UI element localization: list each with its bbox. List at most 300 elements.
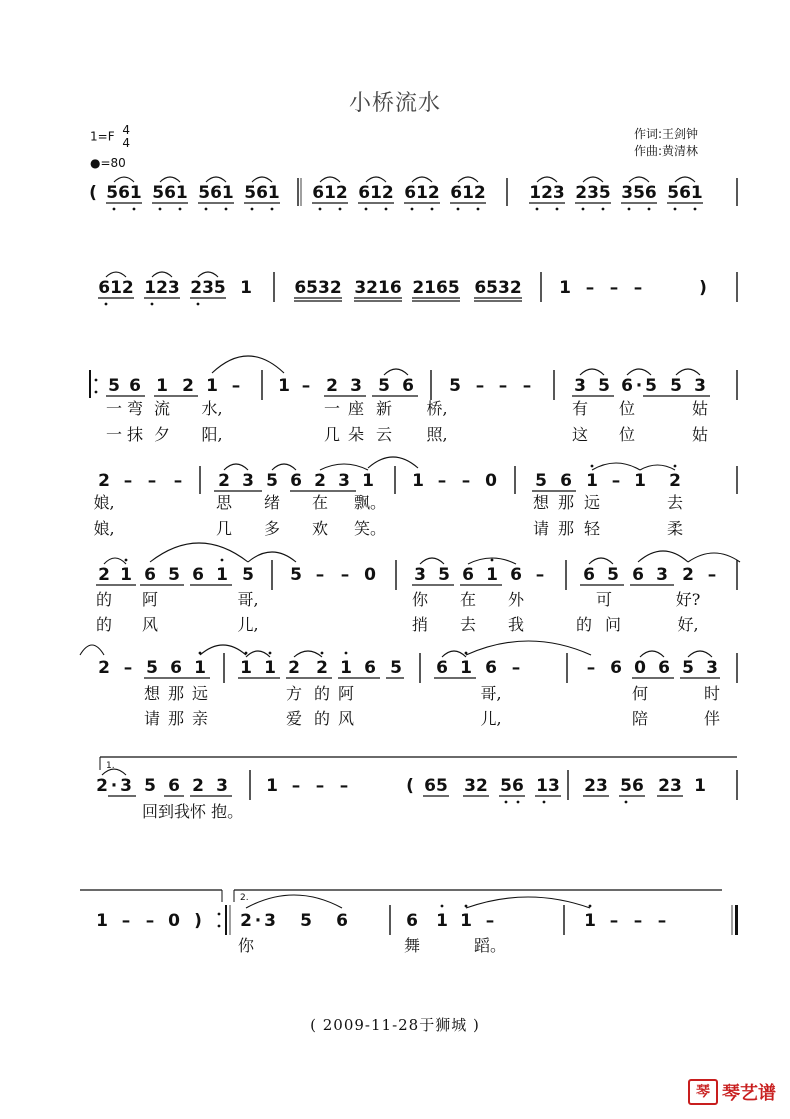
slur bbox=[104, 558, 126, 564]
intro2-note-group: 6532 bbox=[474, 278, 522, 298]
octave-dot bbox=[465, 652, 468, 655]
slur bbox=[366, 177, 386, 182]
slur bbox=[294, 651, 322, 657]
slur bbox=[458, 177, 478, 182]
sys5-bracket-note: 56 bbox=[500, 776, 524, 796]
octave-dot bbox=[105, 303, 108, 306]
octave-dot bbox=[477, 208, 480, 211]
quarter-note-icon: ● bbox=[90, 156, 101, 170]
sys2-v2-lyric: 多 bbox=[263, 519, 281, 538]
sys5-note: 1 bbox=[266, 776, 278, 796]
slur bbox=[627, 369, 651, 375]
sys6-lyric-lyric: 舞 bbox=[403, 936, 421, 955]
slur bbox=[368, 457, 418, 468]
intro-note-group: 356 bbox=[621, 183, 657, 203]
sys2-v2-lyric: 那 bbox=[557, 519, 575, 538]
sys1-v2-lyric: 阳, bbox=[201, 425, 223, 444]
octave-dot bbox=[517, 801, 520, 804]
sys6-note: 3 bbox=[264, 911, 276, 931]
sys1-note: – bbox=[475, 376, 485, 396]
sys2-v2-lyric: 柔 bbox=[666, 519, 684, 538]
octave-dot bbox=[321, 652, 324, 655]
sys4-note: 6 bbox=[170, 658, 182, 678]
sys2-note: – bbox=[611, 471, 621, 491]
octave-dot bbox=[491, 559, 494, 562]
sys3-note: 3 bbox=[656, 565, 668, 585]
octave-dot bbox=[602, 208, 605, 211]
sys3-v1-lyric: 可 bbox=[595, 590, 613, 609]
sys4-v2-lyric: 的 bbox=[313, 709, 331, 728]
octave-dot bbox=[179, 208, 182, 211]
sys6-note: – bbox=[657, 911, 667, 931]
sys4-v2-lyric: 风 bbox=[337, 709, 355, 728]
sys4-v1-lyric: 时 bbox=[703, 684, 721, 703]
slur bbox=[114, 177, 134, 182]
sys5-bracket-note: 65 bbox=[424, 776, 448, 796]
slur bbox=[676, 369, 700, 375]
slur bbox=[592, 463, 640, 470]
intro-note-group: 561 bbox=[244, 183, 280, 203]
sys3-note: 5 bbox=[607, 565, 619, 585]
intro-note-group: 612 bbox=[404, 183, 440, 203]
sys3-note: 6 bbox=[144, 565, 156, 585]
sys2-v2-lyric: 娘, bbox=[93, 519, 115, 538]
sys6-note: 6 bbox=[406, 911, 418, 931]
sys3-v2-lyric: 的 bbox=[95, 615, 113, 634]
sys2-note: 3 bbox=[338, 471, 350, 491]
logo-mark-icon: 琴 bbox=[688, 1079, 718, 1105]
sys4-v1-lyric: 方 bbox=[285, 684, 303, 703]
octave-dot bbox=[582, 208, 585, 211]
slur bbox=[412, 177, 432, 182]
slur bbox=[224, 464, 248, 470]
slur bbox=[246, 651, 270, 657]
sys4-v2-lyric: 爱 bbox=[285, 709, 303, 728]
sys4-note: 2 bbox=[316, 658, 328, 678]
octave-dot bbox=[113, 208, 116, 211]
sys3-note: 6 bbox=[632, 565, 644, 585]
sys3-v1-lyric: 好? bbox=[675, 590, 701, 609]
sys6-note: 1 bbox=[96, 911, 108, 931]
slur bbox=[272, 464, 296, 470]
sys1-v2-lyric: 一 bbox=[105, 425, 123, 444]
sys1-note: 5 bbox=[670, 376, 682, 396]
sys6-note: – bbox=[633, 911, 643, 931]
slur bbox=[200, 645, 246, 655]
repeat-end-bar bbox=[225, 905, 227, 935]
slur bbox=[589, 558, 613, 564]
sys1-v2-lyric: 抹 bbox=[126, 425, 144, 444]
sys3-note: 1 bbox=[486, 565, 498, 585]
octave-dot bbox=[218, 913, 221, 916]
intro-note-group: 561 bbox=[152, 183, 188, 203]
octave-dot bbox=[365, 208, 368, 211]
sys2-v1-lyric: 那 bbox=[557, 493, 575, 512]
sys2-v2-lyric: 笑。 bbox=[353, 519, 387, 538]
sys6-note: 6 bbox=[336, 911, 348, 931]
sys6-note: 2 bbox=[240, 911, 252, 931]
sys1-note: 5 bbox=[449, 376, 461, 396]
sys6-note: – bbox=[609, 911, 619, 931]
sys2-v2-lyric: 请 bbox=[532, 519, 550, 538]
sys1-note: 1 bbox=[156, 376, 168, 396]
sys3-note: 5 bbox=[242, 565, 254, 585]
sys5-note: – bbox=[339, 776, 349, 796]
sys1-note: 2 bbox=[326, 376, 338, 396]
sys3-note: 0 bbox=[364, 565, 376, 585]
sys1-v1-lyric: 座 bbox=[347, 399, 365, 418]
sys5-bracket-note: 1 bbox=[694, 776, 706, 796]
sys3-v1-lyric: 在 bbox=[459, 590, 477, 609]
sys2-v1-lyric: 绪 bbox=[263, 493, 281, 512]
sys4-note: – bbox=[511, 658, 521, 678]
sys3-v1-lyric: 你 bbox=[411, 590, 429, 609]
octave-dot bbox=[319, 208, 322, 211]
sys5-bracket-note: 23 bbox=[658, 776, 682, 796]
octave-dot bbox=[95, 379, 98, 382]
song-title: 小桥流水 bbox=[348, 91, 441, 116]
sys4-v1-lyric: 哥, bbox=[480, 684, 502, 703]
sys2-v1-lyric: 去 bbox=[666, 493, 684, 512]
sys6-note: – bbox=[145, 911, 155, 931]
sys3-note: – bbox=[707, 565, 717, 585]
sys2-v1-lyric: 娘, bbox=[93, 493, 115, 512]
sys3-note: – bbox=[535, 565, 545, 585]
octave-dot bbox=[269, 652, 272, 655]
sys4-note: 3 bbox=[706, 658, 718, 678]
intro2-note: – bbox=[609, 278, 619, 298]
sys1-note: 6 bbox=[402, 376, 414, 396]
key-label: 1=F bbox=[90, 129, 115, 144]
sys4-note: 5 bbox=[390, 658, 402, 678]
octave-dot bbox=[628, 208, 631, 211]
intro-paren: ( bbox=[89, 183, 97, 203]
octave-dot bbox=[543, 801, 546, 804]
sys2-note: 5 bbox=[535, 471, 547, 491]
composer: 作曲:黄清林 bbox=[634, 144, 699, 158]
sys1-v2-lyric: 云 bbox=[375, 425, 393, 444]
sys1-v1-lyric: 一 bbox=[105, 399, 123, 418]
sys2-note: 1 bbox=[412, 471, 424, 491]
sys4-v2-lyric: 陪 bbox=[631, 709, 649, 728]
octave-dot bbox=[125, 559, 128, 562]
octave-dot bbox=[245, 652, 248, 655]
slur bbox=[629, 177, 649, 182]
octave-dot bbox=[197, 303, 200, 306]
sys4-v2-lyric: 请 bbox=[143, 709, 161, 728]
sys3-note: 1 bbox=[216, 565, 228, 585]
sys1-v1-lyric: 新 bbox=[375, 399, 393, 418]
sys4-v1-lyric: 阿 bbox=[337, 684, 355, 703]
sys2-note: 0 bbox=[485, 471, 497, 491]
intro2-note-group: 235 bbox=[190, 278, 226, 298]
octave-dot bbox=[556, 208, 559, 211]
sys2-note: – bbox=[147, 471, 157, 491]
sys4-note: 1 bbox=[264, 658, 276, 678]
sys3-note: 5 bbox=[438, 565, 450, 585]
octave-dot bbox=[674, 208, 677, 211]
sys2-note: 2 bbox=[98, 471, 110, 491]
octave-dot bbox=[465, 905, 468, 908]
sys3-v1-lyric: 阿 bbox=[141, 590, 159, 609]
sys6-note: 1 bbox=[584, 911, 596, 931]
sys4-v1-lyric: 想 bbox=[143, 684, 161, 703]
sys3-note: 5 bbox=[168, 565, 180, 585]
slur bbox=[640, 465, 675, 470]
sys2-note: 1 bbox=[586, 471, 598, 491]
sys4-note: 0 bbox=[634, 658, 646, 678]
sys5-bracket-note: 32 bbox=[464, 776, 488, 796]
intro2-note-group: 1 bbox=[240, 278, 252, 298]
repeat-start-bar bbox=[89, 370, 91, 398]
sys2-v2-lyric: 几 bbox=[215, 519, 233, 538]
octave-dot bbox=[591, 465, 594, 468]
sys3-note: 1 bbox=[120, 565, 132, 585]
sys4-note: 6 bbox=[610, 658, 622, 678]
close-paren: ) bbox=[194, 911, 202, 931]
sys3-note: 6 bbox=[462, 565, 474, 585]
sys1-note: – bbox=[231, 376, 241, 396]
octave-dot bbox=[151, 303, 154, 306]
slur bbox=[583, 177, 603, 182]
sys2-note: 5 bbox=[266, 471, 278, 491]
sys1-v1-lyric: 姑 bbox=[691, 399, 709, 418]
sys1-note: – bbox=[498, 376, 508, 396]
sys1-note: 5 bbox=[598, 376, 610, 396]
slur bbox=[198, 272, 218, 277]
sys1-v1-lyric: 有 bbox=[571, 399, 589, 418]
octave-dot bbox=[271, 208, 274, 211]
sys3-v2-lyric: 捎 bbox=[411, 615, 429, 634]
octave-dot bbox=[251, 208, 254, 211]
sys2-v1-lyric: 远 bbox=[583, 493, 601, 512]
sys2-v1-lyric: 思 bbox=[215, 493, 233, 512]
intro-paren: ) bbox=[699, 278, 707, 298]
octave-dot bbox=[339, 208, 342, 211]
sys1-note: 3 bbox=[694, 376, 706, 396]
sys5-bracket-note: 56 bbox=[620, 776, 644, 796]
sys1-v2-lyric: 位 bbox=[618, 425, 636, 444]
sys4-v1-lyric: 远 bbox=[191, 684, 209, 703]
octave-dot bbox=[218, 925, 221, 928]
slur bbox=[675, 177, 695, 182]
final-barline bbox=[735, 905, 738, 935]
sys1-v2-lyric: 几 bbox=[323, 425, 341, 444]
time-bottom: 4 bbox=[122, 136, 131, 150]
intro2-note-group: 3216 bbox=[354, 278, 402, 298]
sys2-note: – bbox=[123, 471, 133, 491]
slur bbox=[640, 651, 664, 657]
intro-note-group: 561 bbox=[667, 183, 703, 203]
sys1-v2-lyric: 夕 bbox=[153, 425, 171, 444]
sys4-note: 6 bbox=[436, 658, 448, 678]
sys3-note: 5 bbox=[290, 565, 302, 585]
octave-dot bbox=[199, 652, 202, 655]
octave-dot bbox=[345, 652, 348, 655]
sys4-v2-lyric: 亲 bbox=[191, 709, 209, 728]
intro2-note-group: 612 bbox=[98, 278, 134, 298]
slur bbox=[80, 645, 104, 655]
slur bbox=[638, 551, 688, 562]
sys1-v2-lyric: 姑 bbox=[691, 425, 709, 444]
sys3-note: 6 bbox=[510, 565, 522, 585]
sys3-v2-lyric: 问 bbox=[604, 615, 622, 634]
sys5-note: 3 bbox=[120, 776, 132, 796]
sys5-note: 2 bbox=[96, 776, 108, 796]
tempo-value: =80 bbox=[100, 156, 126, 170]
octave-dot bbox=[221, 559, 224, 562]
slur bbox=[150, 543, 248, 562]
sys4-note: 1 bbox=[460, 658, 472, 678]
sys4-v1-lyric: 的 bbox=[313, 684, 331, 703]
sys1-note: · bbox=[635, 376, 643, 396]
intro2-note-group: 2165 bbox=[412, 278, 460, 298]
slur bbox=[688, 651, 712, 657]
slur bbox=[320, 177, 340, 182]
sys1-note: 6 bbox=[621, 376, 633, 396]
sys5-note: – bbox=[291, 776, 301, 796]
slur bbox=[212, 356, 284, 373]
intro2-note: 1 bbox=[559, 278, 571, 298]
sys1-v1-lyric: 水, bbox=[201, 399, 223, 418]
sys2-note: – bbox=[173, 471, 183, 491]
slur bbox=[442, 651, 466, 657]
intro-note-group: 612 bbox=[450, 183, 486, 203]
sys2-note: 6 bbox=[290, 471, 302, 491]
sys2-v1-lyric: 想 bbox=[532, 493, 550, 512]
octave-dot bbox=[441, 905, 444, 908]
sys3-note: – bbox=[315, 565, 325, 585]
sys1-note: 3 bbox=[350, 376, 362, 396]
sys5-bracket-note: 23 bbox=[584, 776, 608, 796]
sys4-v2-lyric: 那 bbox=[167, 709, 185, 728]
octave-dot bbox=[159, 208, 162, 211]
octave-dot bbox=[385, 208, 388, 211]
sys1-v1-lyric: 一 bbox=[323, 399, 341, 418]
sys1-note: 1 bbox=[278, 376, 290, 396]
sys5-note: 2 bbox=[192, 776, 204, 796]
sys2-v2-lyric: 轻 bbox=[583, 519, 601, 538]
slur bbox=[246, 895, 342, 908]
sys1-note: 5 bbox=[645, 376, 657, 396]
slur bbox=[580, 369, 604, 375]
sys1-v2-lyric: 朵 bbox=[347, 425, 365, 444]
sys3-note: 6 bbox=[583, 565, 595, 585]
intro-note-group: 612 bbox=[312, 183, 348, 203]
slur bbox=[384, 369, 408, 375]
volta-2-label: 2. bbox=[240, 893, 249, 903]
intro2-note-group: 123 bbox=[144, 278, 180, 298]
sys3-note: 6 bbox=[192, 565, 204, 585]
sys1-note: – bbox=[301, 376, 311, 396]
sys2-note: 2 bbox=[314, 471, 326, 491]
octave-dot bbox=[411, 208, 414, 211]
intro-note-group: 123 bbox=[529, 183, 565, 203]
sys4-note: 5 bbox=[682, 658, 694, 678]
sys4-v1-lyric: 何 bbox=[631, 684, 649, 703]
octave-dot bbox=[225, 208, 228, 211]
score-group bbox=[80, 177, 740, 955]
sys2-note: 1 bbox=[362, 471, 374, 491]
volta-1-label: 1. bbox=[106, 761, 115, 771]
sys1-note: 6 bbox=[129, 376, 141, 396]
sys1-v1-lyric: 位 bbox=[618, 399, 636, 418]
sys3-v2-lyric: 儿, bbox=[237, 615, 259, 634]
sys2-note: 2 bbox=[218, 471, 230, 491]
sys4-v2-lyric: 伴 bbox=[703, 709, 721, 728]
sys2-note: 6 bbox=[560, 471, 572, 491]
slur bbox=[688, 553, 740, 562]
sys3-note: 2 bbox=[98, 565, 110, 585]
sys1-note: 2 bbox=[182, 376, 194, 396]
slur bbox=[206, 177, 226, 182]
sys6-note: 0 bbox=[168, 911, 180, 931]
sys2-v1-lyric: 飘。 bbox=[353, 493, 387, 512]
sys1-v1-lyric: 弯 bbox=[126, 399, 144, 418]
sys6-note: · bbox=[254, 911, 262, 931]
sys3-note: 3 bbox=[414, 565, 426, 585]
sys4-note: 5 bbox=[146, 658, 158, 678]
sys2-v2-lyric: 欢 bbox=[311, 519, 329, 538]
sys6-lyric-lyric: 蹈。 bbox=[473, 936, 507, 955]
sys1-note: 5 bbox=[108, 376, 120, 396]
sys4-note: 1 bbox=[340, 658, 352, 678]
octave-dot bbox=[95, 391, 98, 394]
sys6-note: 1 bbox=[460, 911, 472, 931]
sys3-v1-lyric: 外 bbox=[507, 590, 525, 609]
octave-dot bbox=[589, 905, 592, 908]
octave-dot bbox=[674, 465, 677, 468]
sys3-note: 2 bbox=[682, 565, 694, 585]
sys2-note: – bbox=[461, 471, 471, 491]
sys6-note: – bbox=[485, 911, 495, 931]
sys4-v2-lyric: 儿, bbox=[480, 709, 502, 728]
sys5-note: 6 bbox=[168, 776, 180, 796]
intro-note-group: 235 bbox=[575, 183, 611, 203]
slur bbox=[160, 177, 180, 182]
sys6-note: – bbox=[121, 911, 131, 931]
octave-dot bbox=[457, 208, 460, 211]
octave-dot bbox=[625, 801, 628, 804]
sys5-bracket-note: 13 bbox=[536, 776, 560, 796]
sys2-note: 2 bbox=[669, 471, 681, 491]
sys5-note: · bbox=[110, 776, 118, 796]
octave-dot bbox=[133, 208, 136, 211]
brand-logo bbox=[688, 1079, 776, 1105]
sys6-lyric-lyric: 你 bbox=[237, 936, 255, 955]
sys2-note: – bbox=[437, 471, 447, 491]
intro2-note: – bbox=[585, 278, 595, 298]
slur bbox=[106, 272, 126, 277]
sys5-note: – bbox=[315, 776, 325, 796]
sys1-v1-lyric: 桥, bbox=[426, 399, 448, 418]
sys3-v2-lyric: 好, bbox=[677, 615, 699, 634]
lyricist: 作词:王剑钟 bbox=[634, 127, 699, 141]
sys1-note: 5 bbox=[378, 376, 390, 396]
intro-note-group: 612 bbox=[358, 183, 394, 203]
sys1-v1-lyric: 流 bbox=[153, 399, 171, 418]
sys3-v2-lyric: 我 bbox=[507, 615, 525, 634]
sys4-note: 1 bbox=[194, 658, 206, 678]
sys5-lyric: 回到我怀 抱。 bbox=[142, 802, 244, 821]
sys4-note: 1 bbox=[240, 658, 252, 678]
sys4-note: 6 bbox=[485, 658, 497, 678]
slur bbox=[466, 897, 590, 908]
sys5-note: 3 bbox=[216, 776, 228, 796]
sys2-note: 3 bbox=[242, 471, 254, 491]
sys2-v1-lyric: 在 bbox=[311, 493, 329, 512]
slur bbox=[320, 464, 368, 470]
